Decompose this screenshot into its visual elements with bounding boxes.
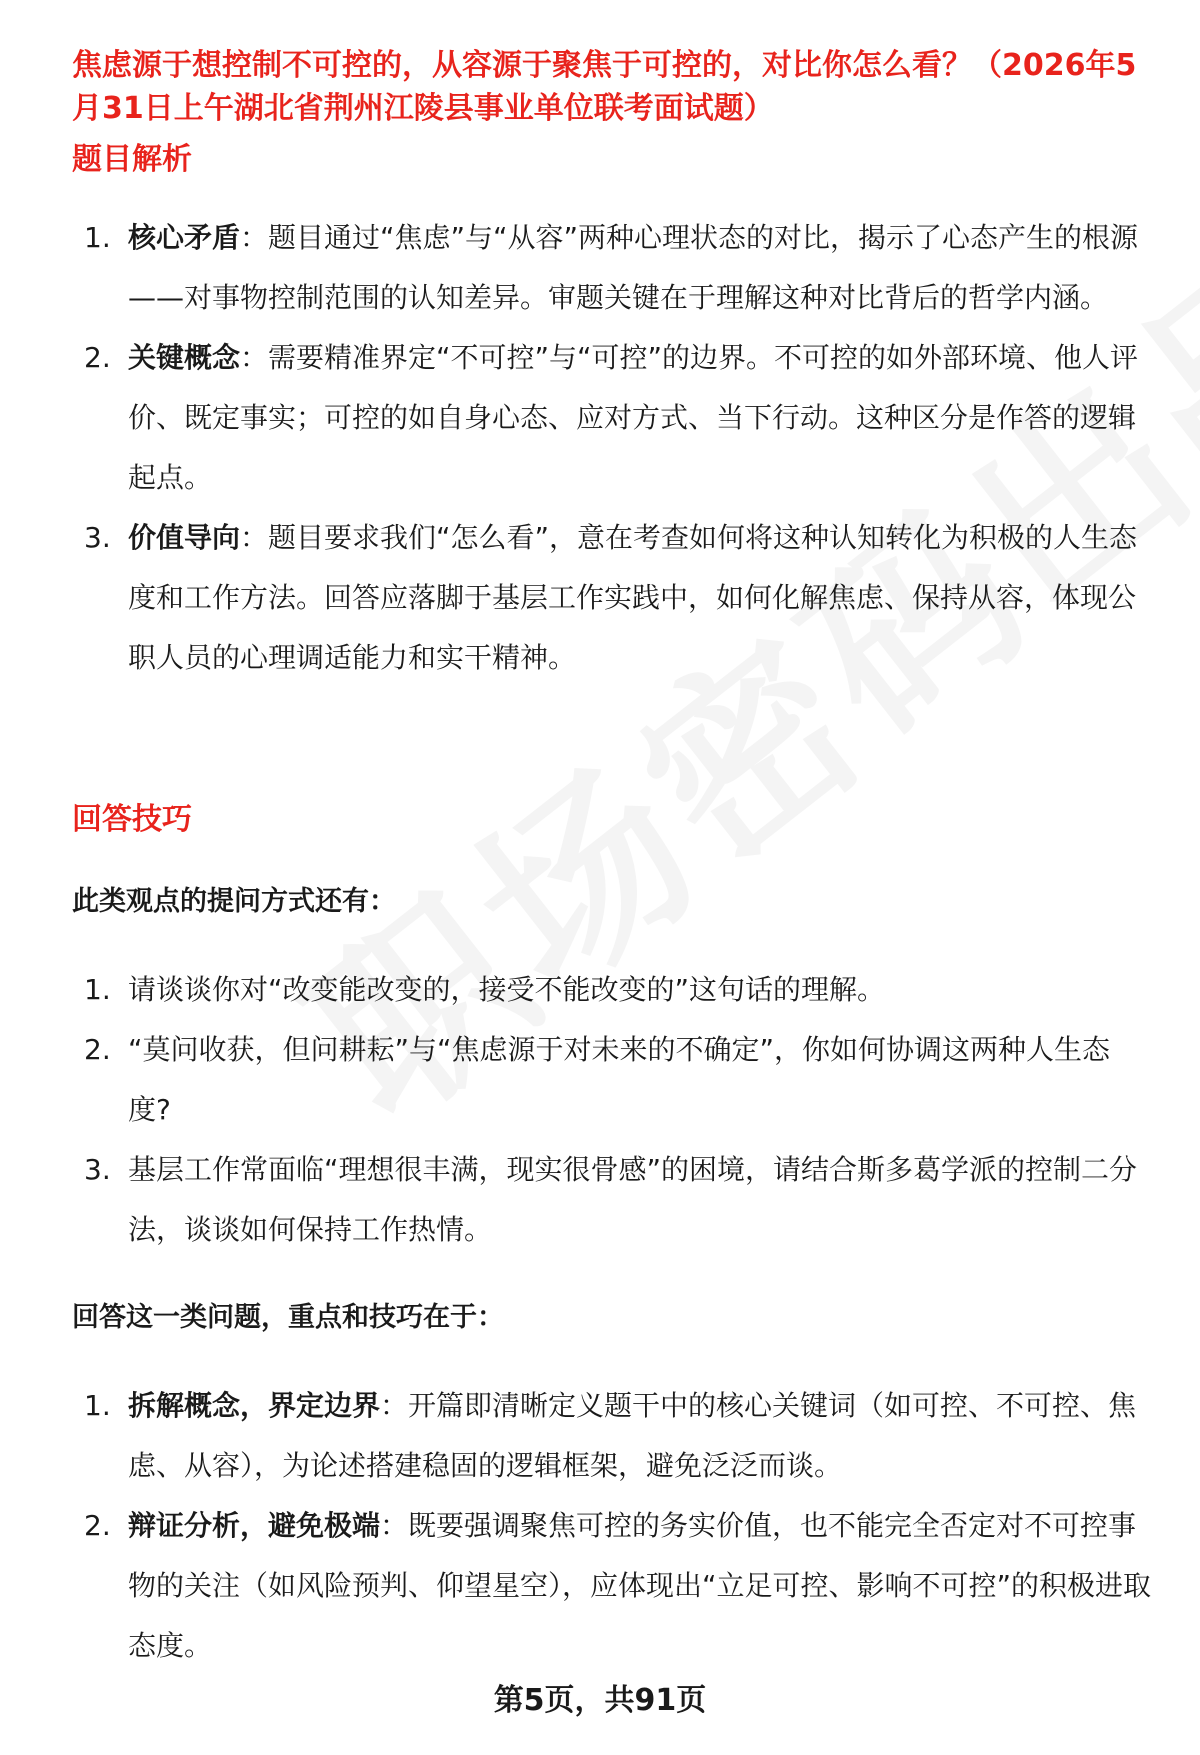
list-separator: ： bbox=[240, 341, 269, 374]
list-separator: ： bbox=[240, 521, 269, 554]
list-number: 2. bbox=[84, 1509, 111, 1542]
list-item bbox=[72, 1140, 1152, 1260]
list-number: 3. bbox=[84, 1153, 111, 1186]
list-term: 核心矛盾 bbox=[128, 221, 241, 254]
list-text: 开篇即清晰定义题干中的核心关键词（如可控、不可控、焦虑、从容），为论述搭建稳固的逻辑框架，避免泛泛而谈。 bbox=[128, 1389, 1137, 1482]
list-text: 需要精准界定“不可控”与“可控”的边界。不可控的如外部环境、他人评价、既定事实；可控的如自身心态、应对方式、当下行动。这种区分是作答的逻辑起点。 bbox=[128, 341, 1139, 494]
list-separator: ： bbox=[380, 1389, 409, 1422]
list-term: 拆解概念，界定边界 bbox=[128, 1389, 381, 1422]
analysis-list bbox=[72, 208, 1152, 688]
key-points-heading: 回答这一类问题，重点和技巧在于： bbox=[72, 1302, 504, 1333]
list-number: 1. bbox=[84, 221, 111, 254]
list-term: 关键概念 bbox=[128, 341, 241, 374]
list-item bbox=[72, 1496, 1152, 1676]
page-title: 焦虑源于想控制不可控的，从容源于聚焦于可控的，对比你怎么看？（2026年5月31日上午湖北省荆州江陵县事业单位联考面试题） bbox=[72, 48, 1137, 126]
list-separator: ： bbox=[240, 221, 269, 254]
list-number: 1. bbox=[84, 1389, 111, 1422]
section-heading-tips: 回答技巧 bbox=[72, 802, 192, 837]
list-term: 辩证分析，避免极端 bbox=[128, 1509, 381, 1542]
list-text: 题目要求我们“怎么看”，意在考查如何将这种认知转化为积极的人生态度和工作方法。回答应落脚于基层工作实践中，如何化解焦虑、保持从容，体现公职人员的心理调适能力和实干精神。 bbox=[128, 521, 1138, 674]
list-number: 1. bbox=[84, 973, 111, 1006]
list-text: 既要强调聚焦可控的务实价值，也不能完全否定对不可控事物的关注（如风险预判、仰望星空），应体现出“立足可控、影响不可控”的积极进取态度。 bbox=[128, 1509, 1152, 1662]
list-item bbox=[72, 1376, 1152, 1496]
list-item bbox=[72, 328, 1152, 508]
page-number: 第5页，共91页 bbox=[493, 1683, 707, 1718]
list-text: “莫问收获，但问耕耘”与“焦虑源于对未来的不确定”，你如何协调这两种人生态度? bbox=[128, 1033, 1111, 1126]
variants-list bbox=[72, 960, 1152, 1260]
list-item bbox=[72, 1020, 1152, 1140]
list-number: 3. bbox=[84, 521, 111, 554]
list-number: 2. bbox=[84, 1033, 111, 1066]
list-number: 2. bbox=[84, 341, 111, 374]
list-item bbox=[72, 508, 1152, 688]
section-heading-analysis: 题目解析 bbox=[72, 142, 192, 177]
list-text: 请谈谈你对“改变能改变的，接受不能改变的”这句话的理解。 bbox=[128, 973, 886, 1006]
list-term: 价值导向 bbox=[128, 521, 241, 554]
list-item bbox=[72, 208, 1152, 328]
list-item bbox=[72, 960, 1152, 1020]
list-text: 题目通过“焦虑”与“从容”两种心理状态的对比，揭示了心态产生的根源——对事物控制范围的认知差异。审题关键在于理解这种对比背后的哲学内涵。 bbox=[128, 221, 1139, 314]
list-text: 基层工作常面临“理想很丰满，现实很骨感”的困境，请结合斯多葛学派的控制二分法，谈谈如何保持工作热情。 bbox=[128, 1153, 1138, 1246]
list-separator: ： bbox=[380, 1509, 409, 1542]
key-points-list bbox=[72, 1376, 1152, 1676]
variants-heading: 此类观点的提问方式还有： bbox=[72, 886, 396, 917]
